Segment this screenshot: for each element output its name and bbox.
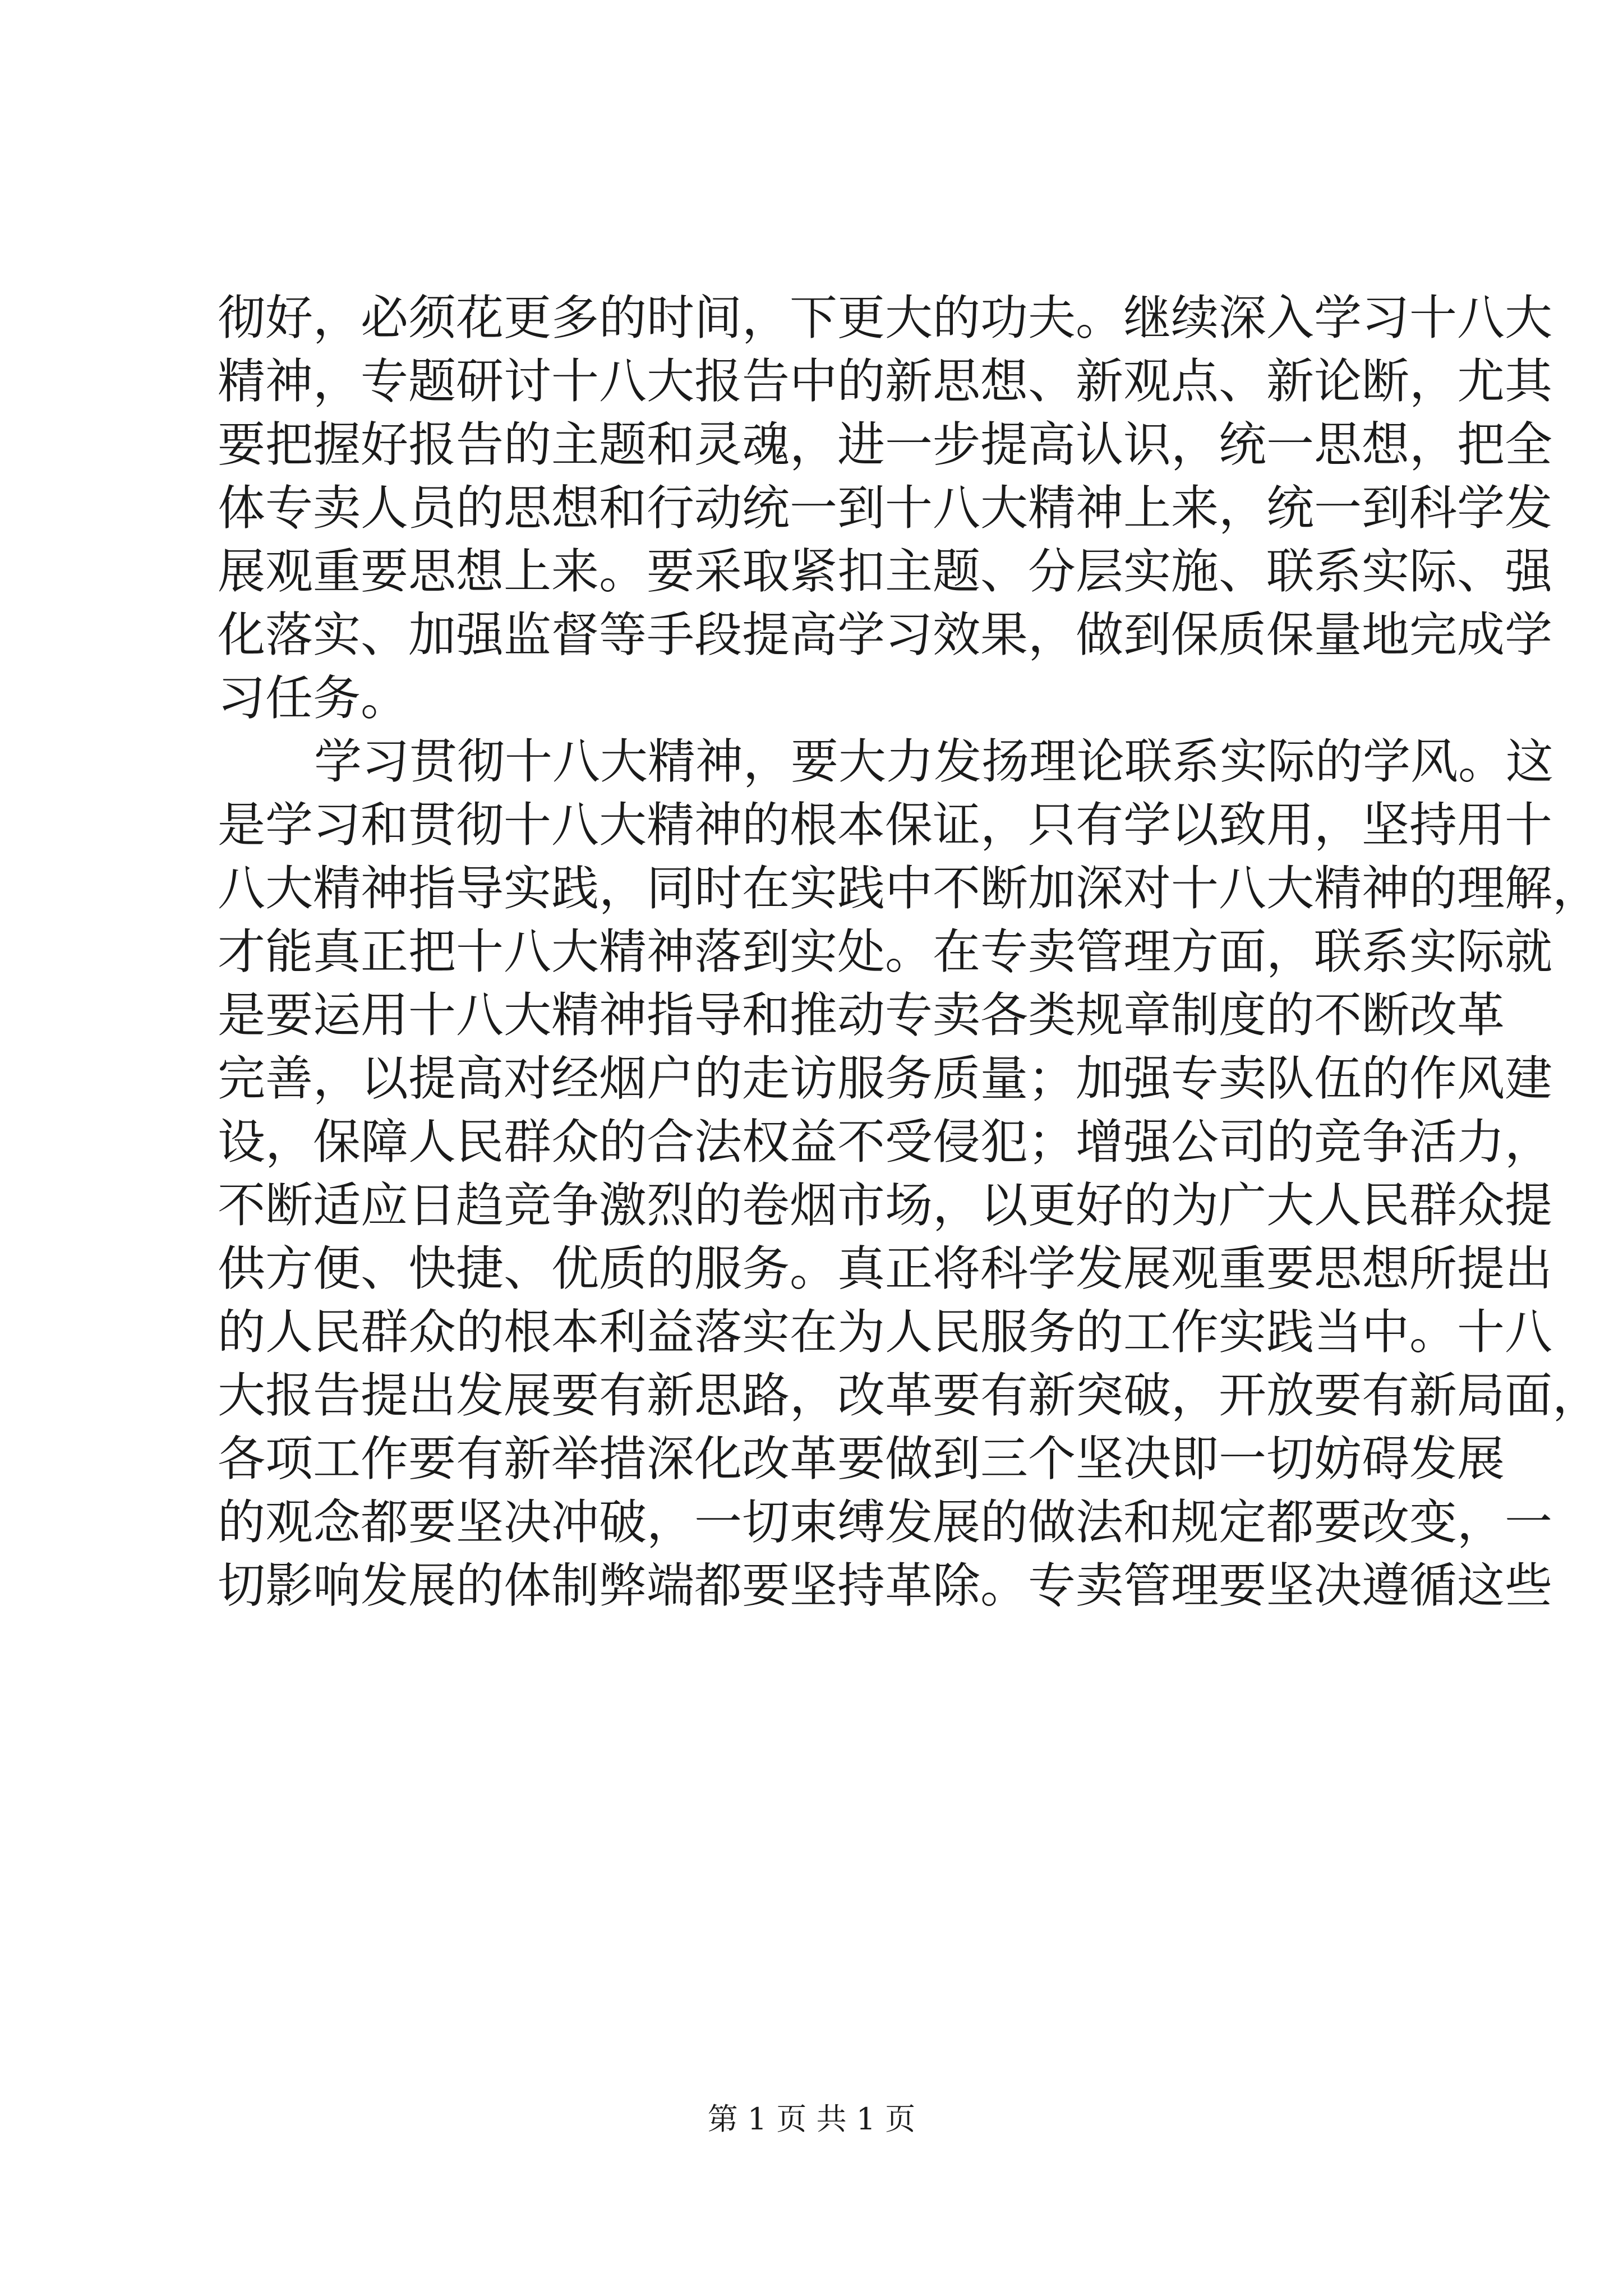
text-line: 大报告提出发展要有新思路，改革要有新突破，开放要有新局面， xyxy=(218,1368,1601,1424)
text-line: 体专卖人员的思想和行动统一到十八大精神上来，统一到科学发 xyxy=(218,481,1553,536)
page-footer xyxy=(0,2102,1623,2136)
text-line: 不断适应日趋竞争激烈的卷烟市场，以更好的为广大人民群众提 xyxy=(218,1178,1553,1234)
text-line: 学习贯彻十八大精神，要大力发扬理论联系实际的学风。这 xyxy=(314,734,1554,790)
text-line: 精神，专题研讨十八大报告中的新思想、新观点、新论断，尤其 xyxy=(218,354,1553,409)
text-line: 彻好，必须花更多的时间，下更大的功夫。继续深入学习十八大 xyxy=(218,291,1553,346)
text-line: 习任务。 xyxy=(218,671,409,726)
text-line: 各项工作要有新举措深化改革要做到三个坚决即一切妨碍发展 xyxy=(218,1432,1505,1487)
text-line: 八大精神指导实践，同时在实践中不断加深对十八大精神的理解， xyxy=(218,861,1601,917)
text-line: 是学习和贯彻十八大精神的根本保证，只有学以致用，坚持用十 xyxy=(218,798,1553,853)
paragraph-1 xyxy=(218,287,1553,730)
text-line: 是要运用十八大精神指导和推动专卖各类规章制度的不断改革 xyxy=(218,988,1505,1043)
text-line: 要把握好报告的主题和灵魂，进一步提高认识，统一思想，把全 xyxy=(218,417,1553,473)
text-line: 化落实、加强监督等手段提高学习效果，做到保质保量地完成学 xyxy=(218,608,1553,663)
page-number-label: 第 1 页 共 1 页 xyxy=(707,2101,916,2137)
document-body xyxy=(218,287,1601,1618)
text-line: 完善，以提高对经烟户的走访服务质量；加强专卖队伍的作风建 xyxy=(218,1051,1553,1107)
text-line: 供方便、快捷、优质的服务。真正将科学发展观重要思想所提出 xyxy=(218,1241,1553,1297)
paragraph-2 xyxy=(218,730,1601,1618)
text-line: 的人民群众的根本利益落实在为人民服务的工作实践当中。十八 xyxy=(218,1305,1553,1360)
text-line: 的观念都要坚决冲破，一切束缚发展的做法和规定都要改变，一 xyxy=(218,1495,1553,1550)
text-line: 设，保障人民群众的合法权益不受侵犯；增强公司的竞争活力， xyxy=(218,1115,1553,1170)
text-line: 才能真正把十八大精神落到实处。在专卖管理方面，联系实际就 xyxy=(218,924,1553,980)
text-line: 展观重要思想上来。要采取紧扣主题、分层实施、联系实际、强 xyxy=(218,544,1553,600)
text-line: 切影响发展的体制弊端都要坚持革除。专卖管理要坚决遵循这些 xyxy=(218,1558,1553,1614)
